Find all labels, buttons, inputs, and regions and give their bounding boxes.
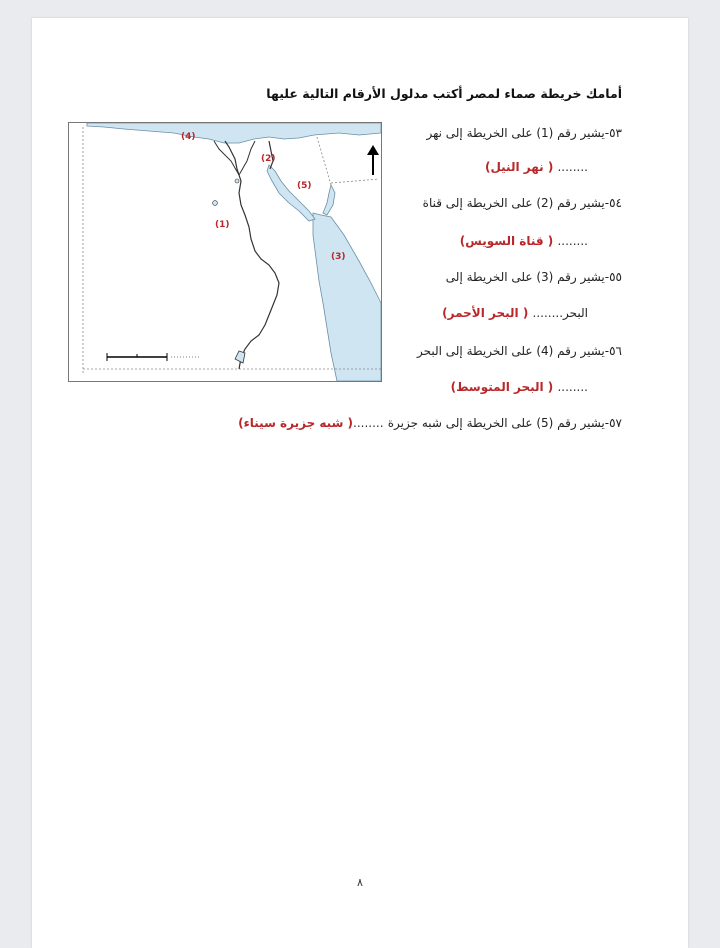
answer-blank: ........	[532, 306, 564, 320]
answer-prefix: البحر	[563, 306, 588, 320]
question-56: ٥٦-يشير رقم (4) على الخريطة إلى البحر	[416, 344, 622, 358]
answer-text: ( شبه جزيرة سيناء)	[238, 416, 354, 430]
answer-blank: ........	[557, 234, 588, 248]
answer-text: ( البحر المتوسط)	[450, 380, 554, 394]
egypt-blank-map	[68, 122, 382, 382]
page-number: ٨	[357, 876, 363, 889]
answer-55	[442, 306, 588, 320]
answer-56	[451, 380, 588, 394]
answer-text: ( قناة السويس)	[459, 234, 554, 248]
scale-bar-icon	[107, 353, 199, 361]
nile-delta-west	[214, 141, 239, 175]
answer-54	[460, 234, 588, 248]
answer-blank: ........	[557, 380, 588, 394]
question-57	[238, 416, 622, 430]
answer-text: ( البحر الأحمر)	[442, 306, 529, 320]
gulf-of-aqaba	[323, 185, 335, 215]
egypt-map-svg	[69, 123, 381, 381]
sinai-border-2	[331, 179, 379, 183]
answer-text: ( نهر النيل)	[484, 160, 554, 174]
mediterranean-sea	[87, 123, 381, 143]
map-label-1: (1)	[215, 220, 230, 230]
sinai-border	[317, 137, 331, 185]
map-label-3: (3)	[331, 252, 346, 262]
gulf-of-suez	[267, 165, 315, 221]
question-54: ٥٤-يشير رقم (2) على الخريطة إلى قناة	[422, 196, 622, 210]
answer-blank: ........	[557, 160, 588, 174]
map-label-4: (4)	[181, 132, 196, 142]
question-55: ٥٥-يشير رقم (3) على الخريطة إلى	[445, 270, 622, 284]
worksheet-heading: أمامك خريطة صماء لمصر أكتب مدلول الأرقام التالية عليها	[266, 86, 622, 101]
map-label-2: (2)	[261, 154, 276, 164]
red-sea	[313, 213, 381, 381]
map-label-5: (5)	[297, 181, 312, 191]
nile-delta-east	[239, 141, 255, 175]
north-arrow-icon	[367, 145, 379, 175]
question-text: ٥٧-يشير رقم (5) على الخريطة إلى شبه جزيرة	[387, 416, 622, 430]
lake-nasser	[235, 351, 245, 363]
document-page	[32, 18, 688, 948]
answer-blank: ........	[353, 416, 384, 430]
answer-53	[485, 160, 588, 174]
question-53: ٥٣-يشير رقم (1) على الخريطة إلى نهر	[426, 126, 622, 140]
